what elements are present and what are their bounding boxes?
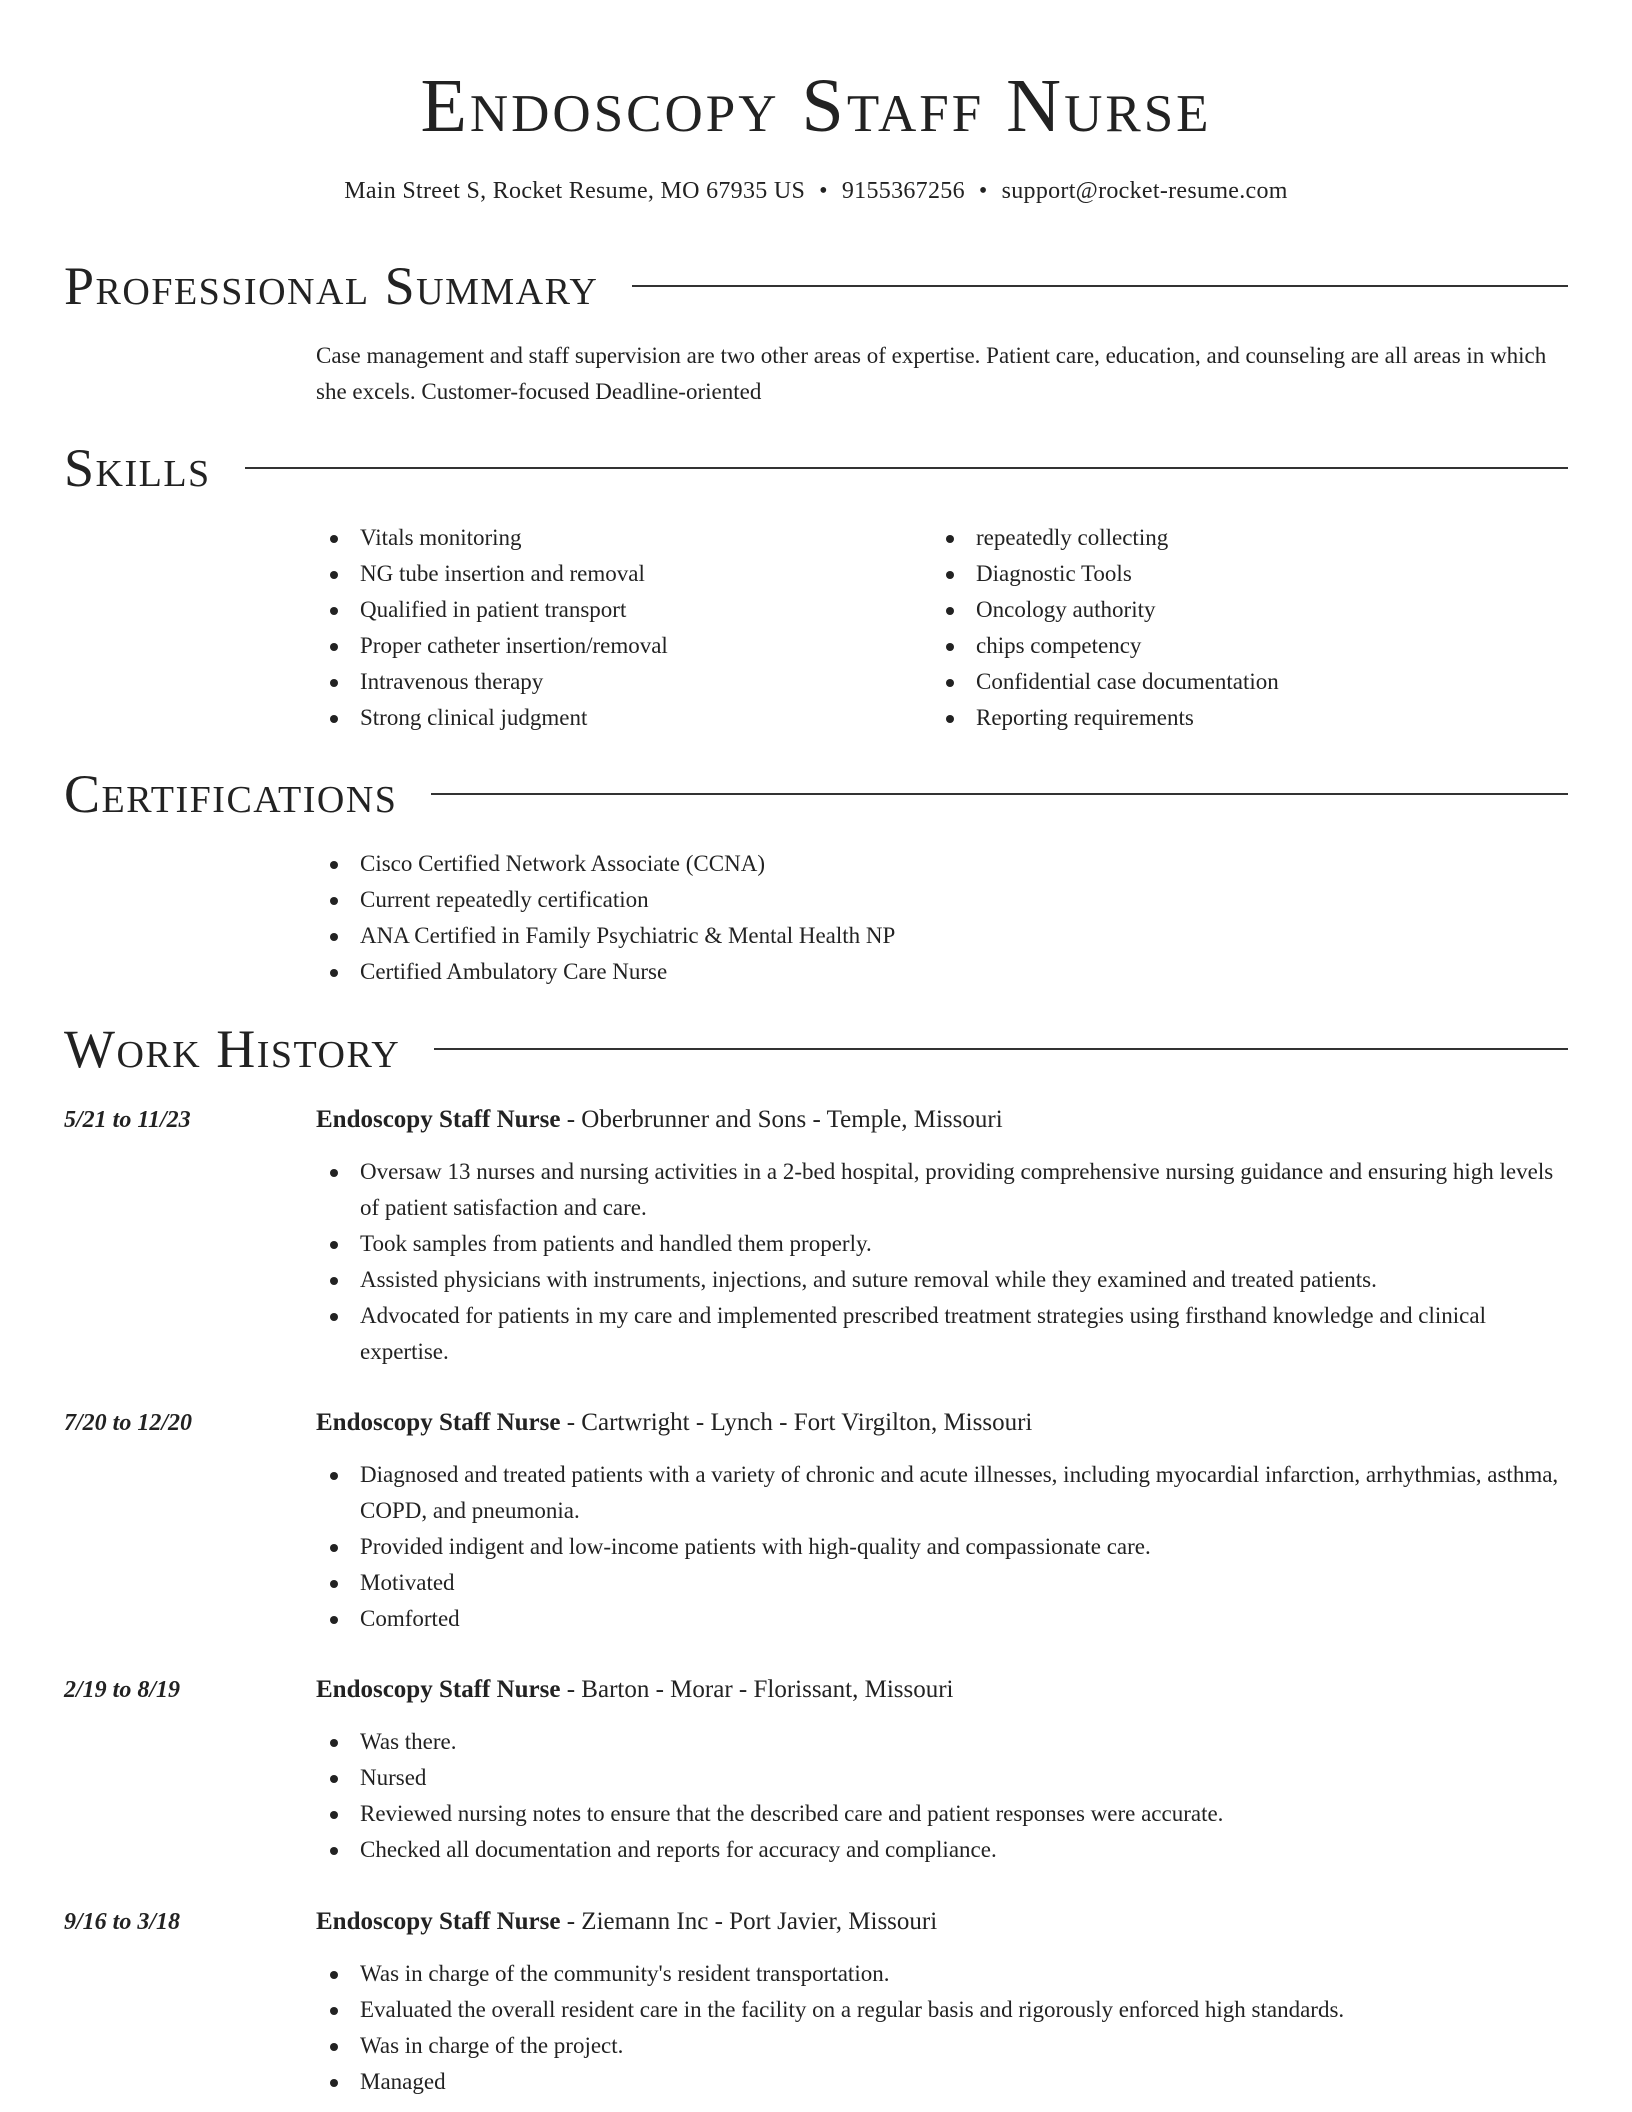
skills-list-left	[316, 520, 876, 736]
skill-item: Proper catheter insertion/removal	[316, 628, 876, 664]
skill-item: Strong clinical judgment	[316, 700, 876, 736]
job-role: Endoscopy Staff Nurse	[316, 1908, 561, 1935]
skills-list-right	[932, 520, 1532, 736]
separator-2: •	[978, 178, 988, 204]
job-employer: - Oberbrunner and Sons - Temple, Missouri	[560, 1106, 1003, 1133]
separator-1: •	[819, 178, 828, 204]
certification-item: Cisco Certified Network Associate (CCNA)	[316, 846, 1568, 882]
skill-item: Reporting requirements	[932, 700, 1532, 736]
job-bullet: Was in charge of the project.	[316, 2028, 1568, 2064]
job-bullets	[316, 1724, 1568, 1868]
job-role: Endoscopy Staff Nurse	[316, 1409, 561, 1436]
job-bullet: Comforted	[316, 1601, 1568, 1637]
job-employer: - Cartwright - Lynch - Fort Virgilton, Missouri	[560, 1409, 1033, 1436]
job-bullet: Oversaw 13 nurses and nursing activities in a 2-bed hospital, providing comprehensive nursing guidance and ensuring high levels of patient satisfaction and care.	[316, 1154, 1568, 1226]
skill-item: Confidential case documentation	[932, 664, 1532, 700]
certifications-heading: Certifications	[64, 764, 398, 824]
job-bullets	[316, 1457, 1568, 1637]
job-heading	[316, 1102, 1568, 1138]
certification-item: Certified Ambulatory Care Nurse	[316, 954, 1568, 990]
job-bullet: Took samples from patients and handled them properly.	[316, 1226, 1568, 1262]
job-bullet: Evaluated the overall resident care in the facility on a regular basis and rigorously enforced high standards.	[316, 1992, 1568, 2028]
job-bullet: Managed	[316, 2064, 1568, 2100]
job-bullet: Was there.	[316, 1724, 1568, 1760]
summary-section-header	[64, 254, 1568, 318]
job-dates: 7/20 to 12/20	[64, 1410, 193, 1436]
skill-item: Diagnostic Tools	[932, 556, 1532, 592]
job-bullet: Motivated	[316, 1565, 1568, 1601]
skill-item: Vitals monitoring	[316, 520, 876, 556]
skill-item: Intravenous therapy	[316, 664, 876, 700]
job-bullet: Assisted physicians with instruments, injections, and suture removal while they examined and treated patients.	[316, 1262, 1568, 1298]
address: Main Street S, Rocket Resume, MO 67935 US	[344, 178, 806, 204]
job-bullets	[316, 1154, 1568, 1370]
job-bullet: Reviewed nursing notes to ensure that the described care and patient responses were accurate.	[316, 1796, 1568, 1832]
skill-item: NG tube insertion and removal	[316, 556, 876, 592]
job-bullets	[316, 1956, 1568, 2100]
job-bullet: Diagnosed and treated patients with a variety of chronic and acute illnesses, including myocardial infarction, arrhythmias, asthma, COPD, and pneumonia.	[316, 1457, 1568, 1529]
summary-text: Case management and staff supervision are two other areas of expertise. Patient care, education, and counseling are all areas in which she excels. Customer-focused Deadline-oriented	[316, 343, 1547, 404]
job-heading	[316, 1405, 1568, 1441]
summary-heading: Professional Summary	[64, 256, 599, 316]
job-heading	[316, 1672, 1568, 1708]
job-role: Endoscopy Staff Nurse	[316, 1106, 561, 1133]
section-divider	[434, 1048, 1568, 1050]
job-bullet: Provided indigent and low-income patients with high-quality and compassionate care.	[316, 1529, 1568, 1565]
job-bullet: Nursed	[316, 1760, 1568, 1796]
contact-line	[0, 176, 1632, 206]
job-dates: 9/16 to 3/18	[64, 1909, 181, 1935]
section-divider	[632, 285, 1568, 287]
skill-item: repeatedly collecting	[932, 520, 1532, 556]
candidate-name: Endoscopy Staff Nurse	[420, 64, 1212, 148]
certification-item: ANA Certified in Family Psychiatric & Mental Health NP	[316, 918, 1568, 954]
job-heading	[316, 1904, 1568, 1940]
skill-item: Oncology authority	[932, 592, 1532, 628]
certifications-section-header	[64, 762, 1568, 826]
email-link[interactable]: support@rocket-resume.com	[1001, 178, 1288, 204]
job-bullet: Was in charge of the community's resident transportation.	[316, 1956, 1568, 1992]
skills-heading: Skills	[64, 438, 211, 498]
job-employer: - Ziemann Inc - Port Javier, Missouri	[560, 1908, 938, 1935]
job-dates: 5/21 to 11/23	[64, 1107, 191, 1133]
work-history-heading: Work History	[64, 1019, 401, 1079]
phone: 9155367256	[841, 178, 965, 204]
skill-item: Qualified in patient transport	[316, 592, 876, 628]
skill-item: chips competency	[932, 628, 1532, 664]
job-bullet: Checked all documentation and reports for accuracy and compliance.	[316, 1832, 1568, 1868]
work-history-section-header	[64, 1017, 1568, 1081]
job-bullet: Advocated for patients in my care and implemented prescribed treatment strategies using firsthand knowledge and clinical expertise.	[316, 1298, 1568, 1370]
certification-item: Current repeatedly certification	[316, 882, 1568, 918]
skills-section-header	[64, 436, 1568, 500]
certifications-list	[316, 846, 1568, 990]
job-dates: 2/19 to 8/19	[64, 1677, 181, 1703]
section-divider	[245, 467, 1568, 469]
job-employer: - Barton - Morar - Florissant, Missouri	[560, 1676, 954, 1703]
section-divider	[431, 793, 1568, 795]
job-role: Endoscopy Staff Nurse	[316, 1676, 561, 1703]
